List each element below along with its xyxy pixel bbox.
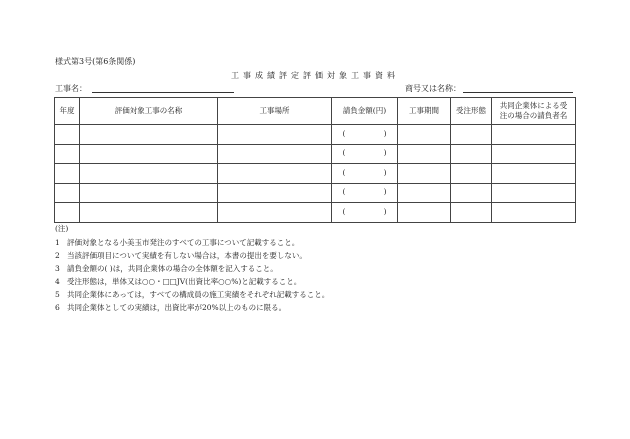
cell-amount[interactable]: [332, 125, 398, 145]
amount-close-paren: ): [383, 167, 387, 177]
cell-amount[interactable]: [332, 164, 398, 184]
document-title: 工事成績評定評価対象工事資料: [231, 71, 399, 80]
amount-open-paren: (: [342, 187, 346, 197]
notes-list: [55, 236, 329, 314]
form-number: 様式第3号(第6条関係): [55, 57, 136, 66]
header-jv-line-2: 注の場合の請負者名: [499, 111, 568, 120]
header-jv-line-1: 共同企業体による受: [499, 101, 568, 110]
header-order-type: 受注形態: [451, 98, 492, 125]
cell-year[interactable]: [55, 144, 80, 164]
cell-order-type[interactable]: [451, 183, 492, 203]
amount-open-paren: (: [342, 167, 346, 177]
note-item: 2 当該評価項目について実績を有しない場合は，本書の提出を要しない。: [55, 251, 307, 260]
table-row: [55, 203, 576, 223]
cell-amount[interactable]: [332, 203, 398, 223]
cell-location[interactable]: [218, 144, 332, 164]
amount-open-paren: (: [342, 128, 346, 138]
cell-jv-contractor[interactable]: [492, 125, 576, 145]
table-header-row: [55, 98, 576, 125]
cell-year[interactable]: [55, 203, 80, 223]
company-name-field[interactable]: [463, 92, 573, 93]
amount-close-paren: ): [383, 128, 387, 138]
cell-project-name[interactable]: [80, 144, 218, 164]
cell-order-type[interactable]: [451, 125, 492, 145]
cell-location[interactable]: [218, 125, 332, 145]
header-project-name: 評価対象工事の名称: [80, 98, 218, 125]
amount-close-paren: ): [383, 206, 387, 216]
cell-project-name[interactable]: [80, 125, 218, 145]
cell-location[interactable]: [218, 203, 332, 223]
table-row: [55, 183, 576, 203]
amount-close-paren: ): [383, 148, 387, 158]
cell-project-name[interactable]: [80, 183, 218, 203]
cell-year[interactable]: [55, 183, 80, 203]
cell-jv-contractor[interactable]: [492, 144, 576, 164]
amount-close-paren: ): [383, 187, 387, 197]
header-contract-amount: 請負金額(円): [332, 98, 398, 125]
note-item: 5 共同企業体にあっては，すべての構成員の施工実績をそれぞれ記載すること。: [55, 290, 330, 299]
cell-amount[interactable]: [332, 144, 398, 164]
table-row: [55, 144, 576, 164]
notes-title: (注): [55, 224, 69, 233]
project-name-field[interactable]: [92, 92, 234, 93]
cell-location[interactable]: [218, 164, 332, 184]
note-item: 4 受注形態は，単体又は○○・□□JV(出資比率○○%)と記載すること。: [55, 277, 302, 286]
cell-project-name[interactable]: [80, 164, 218, 184]
cell-amount[interactable]: [332, 183, 398, 203]
amount-open-paren: (: [342, 148, 346, 158]
header-period: 工事期間: [398, 98, 451, 125]
cell-order-type[interactable]: [451, 164, 492, 184]
note-item: 3 請負金額の( )は，共同企業体の場合の全体額を記入すること。: [55, 264, 278, 273]
cell-period[interactable]: [398, 144, 451, 164]
project-name-label: 工事名：: [55, 84, 87, 93]
cell-year[interactable]: [55, 164, 80, 184]
header-jv-contractor: [492, 98, 576, 125]
project-table: [54, 97, 576, 223]
cell-period[interactable]: [398, 203, 451, 223]
header-year: 年度: [55, 98, 80, 125]
cell-period[interactable]: [398, 183, 451, 203]
cell-period[interactable]: [398, 125, 451, 145]
cell-year[interactable]: [55, 125, 80, 145]
cell-order-type[interactable]: [451, 203, 492, 223]
cell-order-type[interactable]: [451, 144, 492, 164]
note-item: 1 評価対象となる小美玉市発注のすべての工事について記載すること。: [55, 238, 300, 247]
cell-jv-contractor[interactable]: [492, 183, 576, 203]
table-row: [55, 125, 576, 145]
cell-jv-contractor[interactable]: [492, 203, 576, 223]
cell-project-name[interactable]: [80, 203, 218, 223]
cell-jv-contractor[interactable]: [492, 164, 576, 184]
company-name-label: 商号又は名称：: [405, 84, 461, 93]
cell-location[interactable]: [218, 183, 332, 203]
note-item: 6 共同企業体としての実績は，出資比率が20%以上のものに限る。: [55, 303, 287, 312]
table-row: [55, 164, 576, 184]
amount-open-paren: (: [342, 206, 346, 216]
cell-period[interactable]: [398, 164, 451, 184]
header-location: 工事場所: [218, 98, 332, 125]
